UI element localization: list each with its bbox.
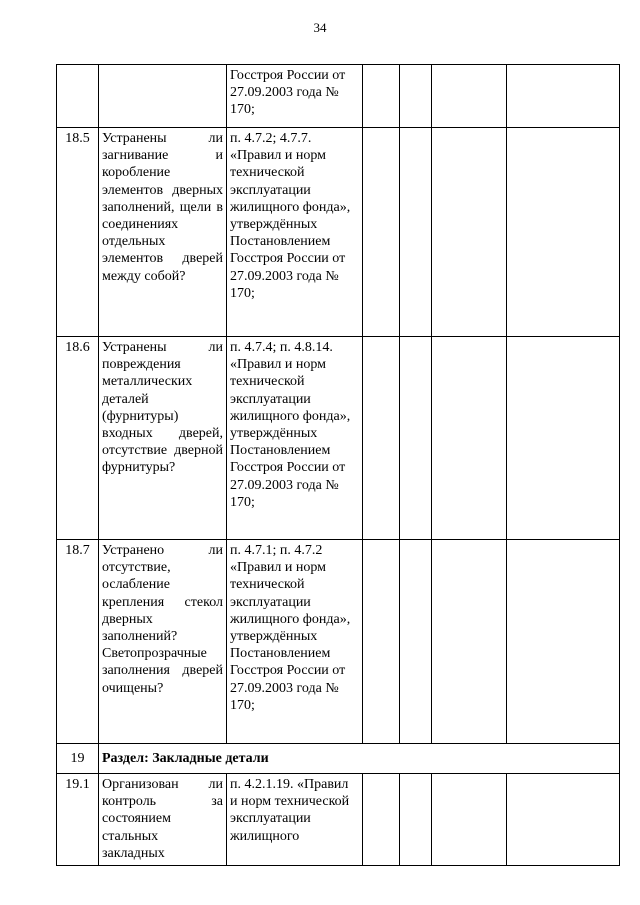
row-number: 18.6 [57, 337, 99, 540]
answer-cell-no [400, 65, 432, 128]
table-row [57, 774, 620, 866]
section-number: 19 [57, 744, 99, 774]
row-reference: п. 4.7.4; п. 4.8.14. «Правил и норм технической эксплуатации жилищного фонда», утверждённых Постановлением Госстроя России от 27.09.2003 года № 170; [227, 337, 363, 540]
answer-cell-no [400, 337, 432, 540]
page-number: 34 [313, 20, 327, 35]
row-reference: п. 4.7.1; п. 4.7.2 «Правил и норм технической эксплуатации жилищного фонда», утверждённых Постановлением Госстроя России от 27.09.2003 года № 170; [227, 540, 363, 744]
answer-cell-na [432, 337, 507, 540]
section-title: Раздел: Закладные детали [99, 744, 620, 774]
answer-cell-na [432, 65, 507, 128]
checklist-table [56, 64, 620, 866]
answer-cell-no [400, 540, 432, 744]
notes-cell [507, 65, 620, 128]
row-number: 18.5 [57, 128, 99, 337]
row-question: Устранены ли загнивание и коробление элементов дверных заполнений, щели в соединениях отдельных элементов дверей между собой? [99, 128, 227, 337]
row-reference: п. 4.7.2; 4.7.7. «Правил и норм технической эксплуатации жилищного фонда», утверждённых Постановлением Госстроя России от 27.09.2003 года № 170; [227, 128, 363, 337]
row-question: Организован ли контроль за состоянием стальных закладных [99, 774, 227, 866]
answer-cell-no [400, 128, 432, 337]
notes-cell [507, 540, 620, 744]
row-question [99, 65, 227, 128]
answer-cell-yes [363, 337, 400, 540]
row-number: 19.1 [57, 774, 99, 866]
notes-cell [507, 337, 620, 540]
answer-cell-yes [363, 128, 400, 337]
table-row [57, 128, 620, 337]
notes-cell [507, 774, 620, 866]
row-number: 18.7 [57, 540, 99, 744]
section-row [57, 744, 620, 774]
table-row [57, 540, 620, 744]
table-row [57, 65, 620, 128]
answer-cell-yes [363, 540, 400, 744]
row-question: Устранены ли повреждения металлических деталей (фурнитуры) входных дверей, отсутствие дверной фурнитуры? [99, 337, 227, 540]
notes-cell [507, 128, 620, 337]
row-reference: Госстроя России от 27.09.2003 года № 170; [227, 65, 363, 128]
answer-cell-yes [363, 65, 400, 128]
row-reference: п. 4.2.1.19. «Правил и норм технической эксплуатации жилищного [227, 774, 363, 866]
row-number [57, 65, 99, 128]
answer-cell-na [432, 540, 507, 744]
row-question: Устранено ли отсутствие, ослабление крепления стекол дверных заполнений? Светопрозрачные заполнения дверей очищены? [99, 540, 227, 744]
table-row [57, 337, 620, 540]
answer-cell-no [400, 774, 432, 866]
answer-cell-na [432, 774, 507, 866]
answer-cell-yes [363, 774, 400, 866]
answer-cell-na [432, 128, 507, 337]
